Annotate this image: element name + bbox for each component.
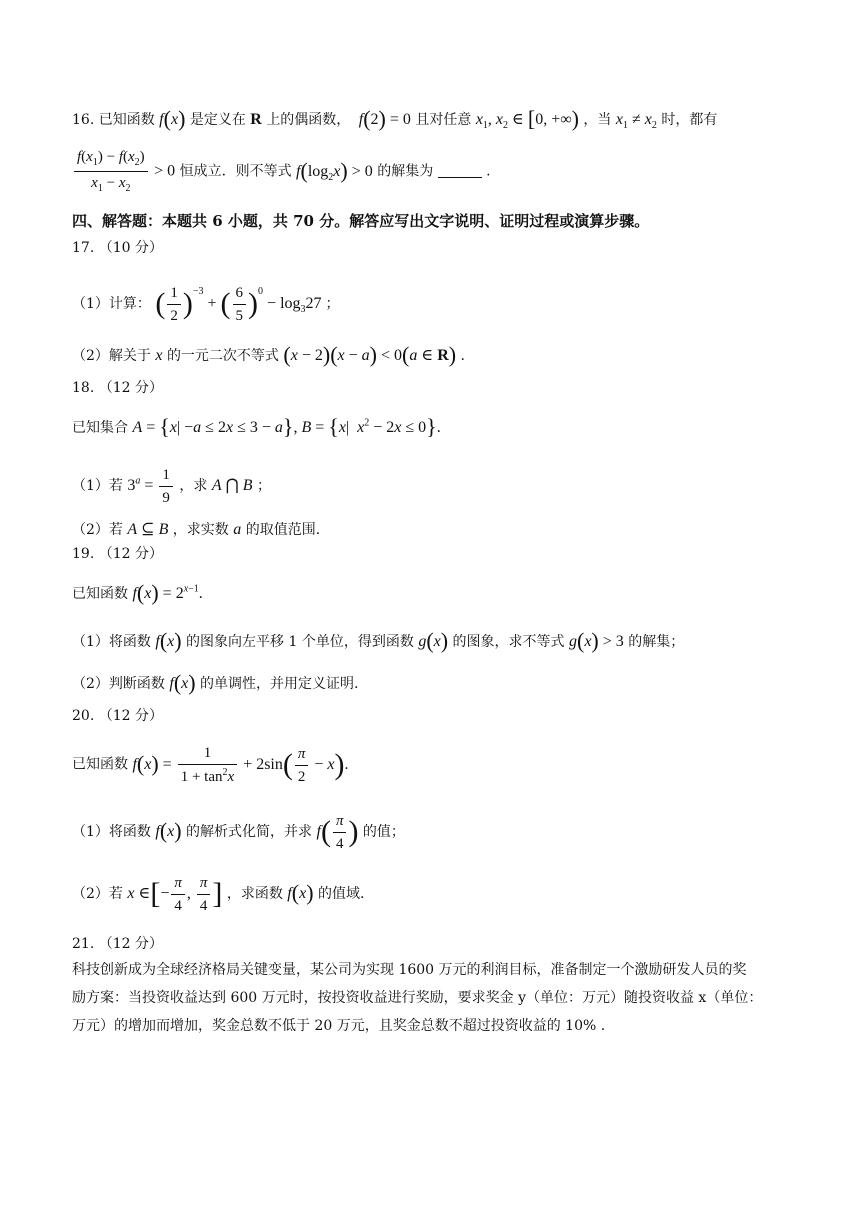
q20-text: （2）若 <box>72 886 123 903</box>
q17-text: （1）计算： <box>72 296 151 313</box>
q20-part1 <box>72 812 405 853</box>
q19-text: （2）判断函数 <box>72 676 165 692</box>
q16-line-1 <box>72 106 717 132</box>
math-fx: f(x) <box>155 818 182 844</box>
q19-text: 的图象向左平移 1 个单位，得到函数 <box>186 634 414 650</box>
math-fx: f(x) <box>159 106 186 131</box>
q19-text: （1）将函数 <box>72 634 151 650</box>
math-fx: f(x) <box>155 628 182 653</box>
q18-text: ，求实数 <box>172 522 229 538</box>
q18-header: 18. （12 分） <box>72 380 163 396</box>
q18-text: ； <box>256 478 271 495</box>
section-heading: 四、解答题：本题共 6 小题，共 70 分。解答应写出文字说明、证明过程或演算步骤。 <box>72 212 650 230</box>
q19-text: 已知函数 <box>72 586 128 602</box>
q20-text: 的解析式化简，并求 <box>186 824 313 841</box>
q19-part1 <box>72 628 684 654</box>
q20-text: 已知函数 <box>72 756 128 773</box>
math-var-a: a <box>233 521 242 538</box>
math-intersection: A ⋂ B <box>211 477 253 495</box>
math-log-ineq: $f(\log_2x) > 0$ <box>296 157 373 183</box>
q17-text: ； <box>325 296 340 313</box>
math-gx: g(x) <box>418 628 449 653</box>
q17-text: 的一元二次不等式 <box>166 348 279 364</box>
math-interval: x ∈[− $\frac{\pi}{4}$ , $\frac{\pi}{4}$ ] <box>127 875 223 914</box>
real-set-symbol: R <box>250 111 262 128</box>
q16-text: 恒成立．则不等式 <box>179 163 292 180</box>
math-quadratic-ineq: (x − 2)(x − a) < 0(a ∈ R) <box>283 342 457 367</box>
q17-text: （2）解关于 <box>72 348 151 364</box>
math-fx-def: $f(x) = 2^{x-1}$. <box>132 580 203 605</box>
q19-text: 的单调性，并用定义证明. <box>200 676 359 692</box>
math-f2-zero: f(2) = 0 <box>358 106 411 131</box>
q18-text: ，求 <box>179 478 208 495</box>
q18-text: 的取值范围. <box>245 522 321 538</box>
q16-text: 的解集为 <box>377 163 434 180</box>
q17-part2 <box>72 342 465 368</box>
q19-part2 <box>72 670 359 696</box>
q16-text: 时，都有 <box>661 112 718 128</box>
q18-part1 <box>72 466 271 507</box>
q19-text: 的图象，求不等式 <box>452 634 565 650</box>
q18-text: （2）若 <box>72 522 123 538</box>
math-fx: f(x) <box>287 880 314 906</box>
q16-text: ，当 <box>583 112 612 128</box>
math-compute-expr: ( $\frac{1}{2}$ )$^{-3}$ + ( $\frac{6}{5}$ )$^0 - \log_327$ <box>155 285 326 324</box>
q20-text: ，求函数 <box>226 886 283 903</box>
q20-text: 的值； <box>362 824 405 841</box>
q21-line-3: 万元）的增加而增加，奖金总数不低于 20 万元，且奖金总数不超过投资收益的 10% . <box>72 1018 606 1034</box>
q20-header: 20. （12 分） <box>72 708 163 724</box>
q16-text: 上的偶函数， <box>266 112 351 128</box>
q17-header: 17. （10 分） <box>72 240 163 256</box>
math-sets-AB: A = {x| −a ≤ 2x ≤ 3 − a}, B = {x| $x^2 - 2x \le 0$}. <box>132 414 441 439</box>
math-fx-trig-def: f(x) = $\frac{1}{1 + \tan^2x}$ + 2sin( $\frac{\pi}{2}$ − x). <box>132 745 349 785</box>
q17-part1 <box>72 284 340 325</box>
q16-text: 且对任意 <box>415 112 472 128</box>
q20-intro <box>72 744 349 786</box>
q16-text: 已知函数 <box>98 112 155 128</box>
q18-part2 <box>72 520 320 539</box>
answer-blank <box>438 163 482 178</box>
q18-text: 已知集合 <box>72 420 128 436</box>
q19-text: 的解集； <box>628 634 685 650</box>
q16-line-2 <box>72 148 491 195</box>
math-gx-ineq: g(x) > 3 <box>568 628 624 653</box>
math-fx: f(x) <box>169 670 196 695</box>
question-number: 16. <box>72 112 95 128</box>
math-domain: $x_1$, $x_2$ ∈ [0, +∞) <box>475 106 579 132</box>
q21-line-1: 科技创新成为全球经济格局关键变量，某公司为实现 1600 万元的利润目标，准备制定一个激励研发人员的奖 <box>72 962 747 978</box>
math-f-pi4: f( $\frac{\pi}{4}$ ) <box>316 813 359 852</box>
q20-text: 的值域. <box>317 886 365 903</box>
math-neq: $x_1 \ne x_2$ <box>615 111 657 132</box>
math-var-x: x <box>155 347 163 364</box>
q18-text: （1）若 <box>72 478 123 495</box>
math-subset: A ⊆ B <box>127 521 169 538</box>
q20-part2 <box>72 874 364 915</box>
q19-intro <box>72 580 203 606</box>
q20-text: （1）将函数 <box>72 824 151 841</box>
q16-text: 是定义在 <box>189 112 246 128</box>
q16-text: . <box>486 163 491 180</box>
q17-text: . <box>460 348 465 364</box>
q19-header: 19. （12 分） <box>72 546 163 562</box>
q18-intro <box>72 414 441 440</box>
math-exp-eq: $3^a$ = $\frac{1}{9}$ <box>127 477 175 494</box>
q21-line-2: 励方案：当投资收益达到 600 万元时，按投资收益进行奖励，要求奖金 y（单位：万元）随投资收益 x（单位： <box>72 990 763 1006</box>
math-difference-quotient: $\frac{f(x_1) - f(x_2)}{x_1 - x_2}$ <box>74 148 148 195</box>
q21-header: 21. （12 分） <box>72 936 163 952</box>
math-gt-zero: > 0 <box>154 162 176 180</box>
